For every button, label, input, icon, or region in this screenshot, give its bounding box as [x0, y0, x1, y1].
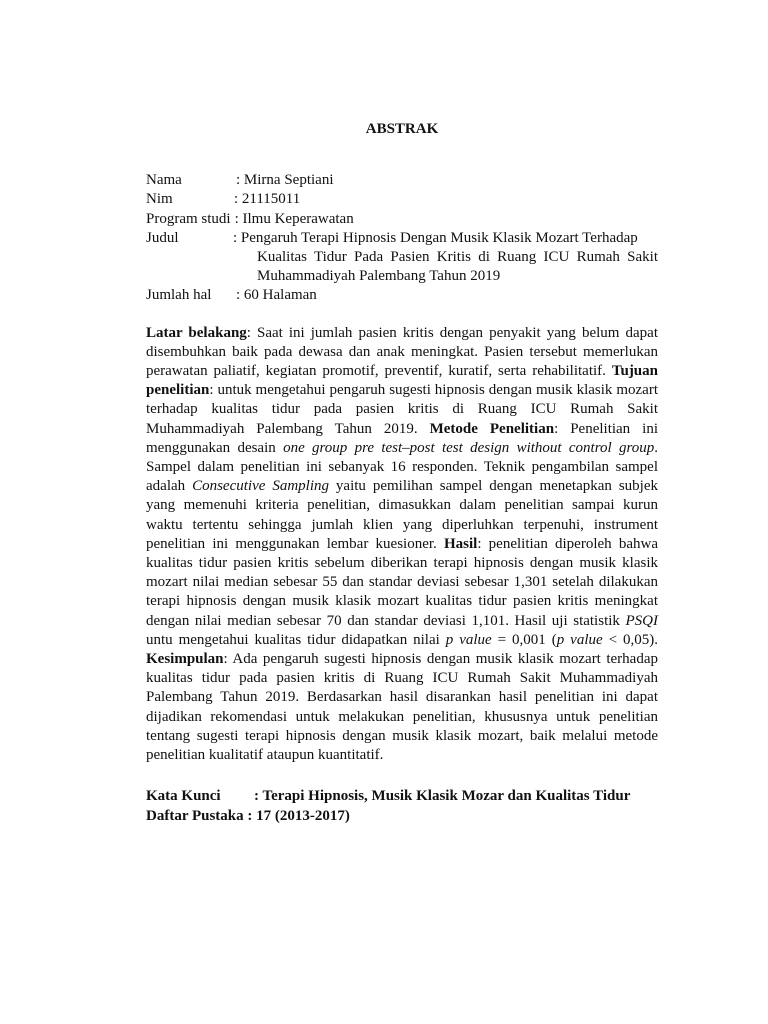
meta-value-jumlah: : 60 Halaman — [236, 287, 317, 304]
keywords-row — [146, 787, 658, 806]
meta-value-nim: : 21115011 — [234, 191, 301, 208]
meta-label-jumlah: Jumlah hal — [146, 287, 212, 304]
pustaka-value: : 17 (2013-2017) — [243, 807, 350, 824]
metode-label: Metode Penelitian — [429, 420, 555, 437]
metode-text-3: yaitu pemilihan sampel dengan menetapkan subjek yang memenuhi kriteria penelitian, dimasukkan dalam penelitian sampai kurun waktu tertentu sehingga jumlah klien yang diperluhkan terpenuhi, instrument penelitian ini menggunakan lembar kuesioner. — [146, 478, 658, 552]
hasil-text-1: : penelitian diperoleh bahwa kualitas tidur pasien kritis sebelum diberikan terapi hipnosis dengan musik klasik mozart nilai median sebesar 55 dan standar deviasi sebesar 1,301 setelah dilakukan terapi hipnosis dengan musik klasik mozart kualitas tidur pasien kritis meningkat dengan nilai median sebesar 70 dan standar deviasi 1,101. Hasil uji statistik — [146, 535, 658, 629]
document-page — [146, 120, 658, 826]
abstract-paragraph — [146, 324, 658, 766]
metode-sampling: Consecutive Sampling — [192, 478, 329, 495]
meta-label-prodi: Program studi — [146, 210, 231, 227]
keywords-label: Kata Kunci — [146, 788, 221, 805]
meta-label-judul: Judul — [146, 229, 179, 246]
keywords-block — [146, 787, 658, 825]
tujuan-label: Tujuan penelitian — [146, 363, 658, 399]
meta-label-nim: Nim — [146, 191, 173, 208]
hasil-text-3: = 0,001 ( — [491, 631, 557, 648]
meta-value-prodi: : Ilmu Keperawatan — [234, 210, 354, 227]
keywords-value: : Terapi Hipnosis, Musik Klasik Mozar dan Kualitas Tidur — [254, 788, 631, 805]
pustaka-label: Daftar Pustaka — [146, 807, 244, 824]
metode-text-1: : Penelitian ini menggunakan desain — [146, 420, 658, 456]
metode-text-2: . Sampel dalam penelitian ini sebanyak 16 responden. Teknik pengambilan sampel adalah — [146, 439, 658, 495]
meta-row-judul — [146, 229, 658, 287]
pustaka-row — [146, 807, 658, 826]
judul-line-1: : Pengaruh Terapi Hipnosis Dengan Musik Klasik Mozart Terhadap — [233, 229, 638, 246]
hasil-text-2: untu mengetahui kualitas tidur didapatkan nilai — [146, 631, 446, 648]
meta-value-judul — [233, 229, 658, 287]
metode-design: one group pre test–post test design without control group — [283, 439, 655, 456]
kesimpulan-label: Kesimpulan — [146, 651, 224, 668]
meta-label-nama: Nama — [146, 172, 182, 189]
hasil-pvalue-1: p value — [445, 631, 492, 648]
tujuan-text: : untuk mengetahui pengaruh sugesti hipnosis dengan musik klasik mozart terhadap kualitas tidur pada pasien kritis di Ruang ICU Rumah Sakit Muhammadiyah Palembang Tahun 2019. — [146, 382, 658, 437]
hasil-psqi: PSQI — [625, 612, 658, 629]
kesimpulan-text: : Ada pengaruh sugesti hipnosis dengan musik klasik mozart terhadap kualitas tidur pada pasien kritis di Ruang ICU Rumah Sakit Muhammadiyah Palembang Tahun 2019. Berdasarkan hasil disarankan hasil penelitian ini dapat dijadikan rekomendasi untuk melakukan penelitian, khususnya untuk penelitian tentang sugesti terapi hipnosis dengan musik klasik mozart, baik melalui metode penelitian kualitatif ataupun kuantitatif. — [146, 651, 658, 764]
latar-text: : Saat ini jumlah pasien kritis dengan penyakit yang belum dapat disembuhkan baik pada dewasa dan anak meningkat. Pasien tersebut memerlukan perawatan paliatif, kegiatan promotif, preventif, kuratif, serta rehabilitatif. — [146, 324, 658, 380]
meta-value-nama: : Mirna Septiani — [236, 172, 334, 189]
judul-line-3: Muhammadiyah Palembang Tahun 2019 — [257, 268, 501, 285]
latar-label: Latar belakang — [146, 324, 247, 341]
hasil-text-4: < 0,05). — [602, 631, 658, 648]
hasil-label: Hasil — [443, 535, 478, 552]
hasil-pvalue-2: p value — [556, 631, 603, 648]
meta-row-nim — [146, 190, 658, 209]
meta-row-jumlah — [146, 286, 658, 305]
meta-row-nama — [146, 171, 658, 190]
page-title: ABSTRAK — [365, 121, 439, 137]
judul-line-2: Kualitas Tidur Pada Pasien Kritis di Ruang ICU Rumah Sakit — [257, 249, 658, 266]
metadata-block — [146, 171, 658, 305]
meta-row-prodi — [146, 210, 658, 229]
